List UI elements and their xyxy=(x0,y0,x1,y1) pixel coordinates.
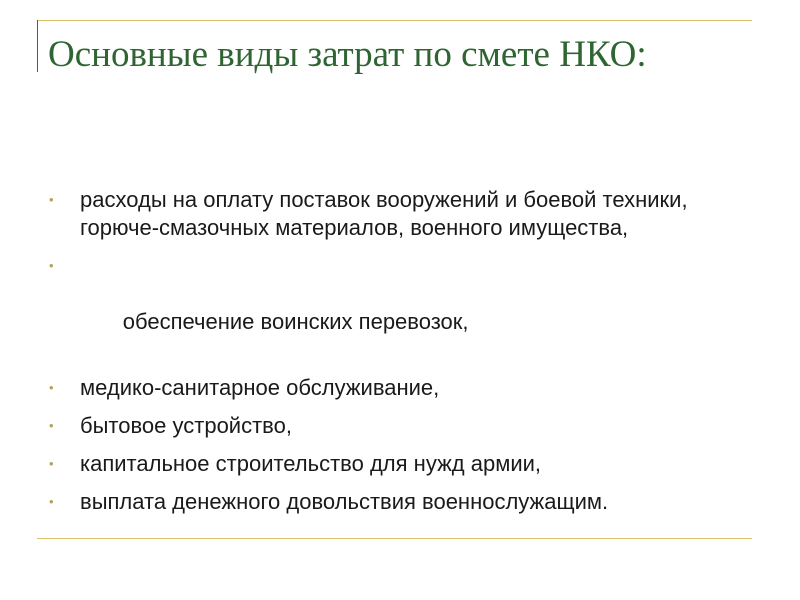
bullet-text: расходы на оплату поставок вооружений и боевой техники, горюче-смазочных материалов, военного имущества, xyxy=(80,187,688,240)
bullet-icon: • xyxy=(49,192,54,207)
top-rule xyxy=(37,20,752,21)
bullet-list xyxy=(44,186,744,526)
bullet-item xyxy=(44,374,744,402)
bullet-item xyxy=(44,488,744,516)
slide-title: Основные виды затрат по смете НКО: xyxy=(48,34,647,75)
bullet-icon: • xyxy=(49,456,54,471)
bullet-item xyxy=(44,450,744,478)
bottom-rule xyxy=(37,538,752,539)
bullet-item xyxy=(44,412,744,440)
bullet-text: бытовое устройство, xyxy=(80,413,292,438)
bullet-item xyxy=(44,252,744,364)
left-accent-rule xyxy=(37,20,38,72)
bullet-text: обеспечение воинских перевозок, xyxy=(116,309,469,334)
bullet-icon: • xyxy=(49,258,54,273)
bullet-text: капитальное строительство для нужд армии, xyxy=(80,451,542,476)
bullet-item xyxy=(44,186,744,242)
bullet-icon: • xyxy=(49,380,54,395)
bullet-icon: • xyxy=(49,494,54,509)
bullet-icon: • xyxy=(49,418,54,433)
bullet-text: выплата денежного довольствия военнослужащим. xyxy=(80,489,609,514)
bullet-text: медико-санитарное обслуживание, xyxy=(80,375,440,400)
